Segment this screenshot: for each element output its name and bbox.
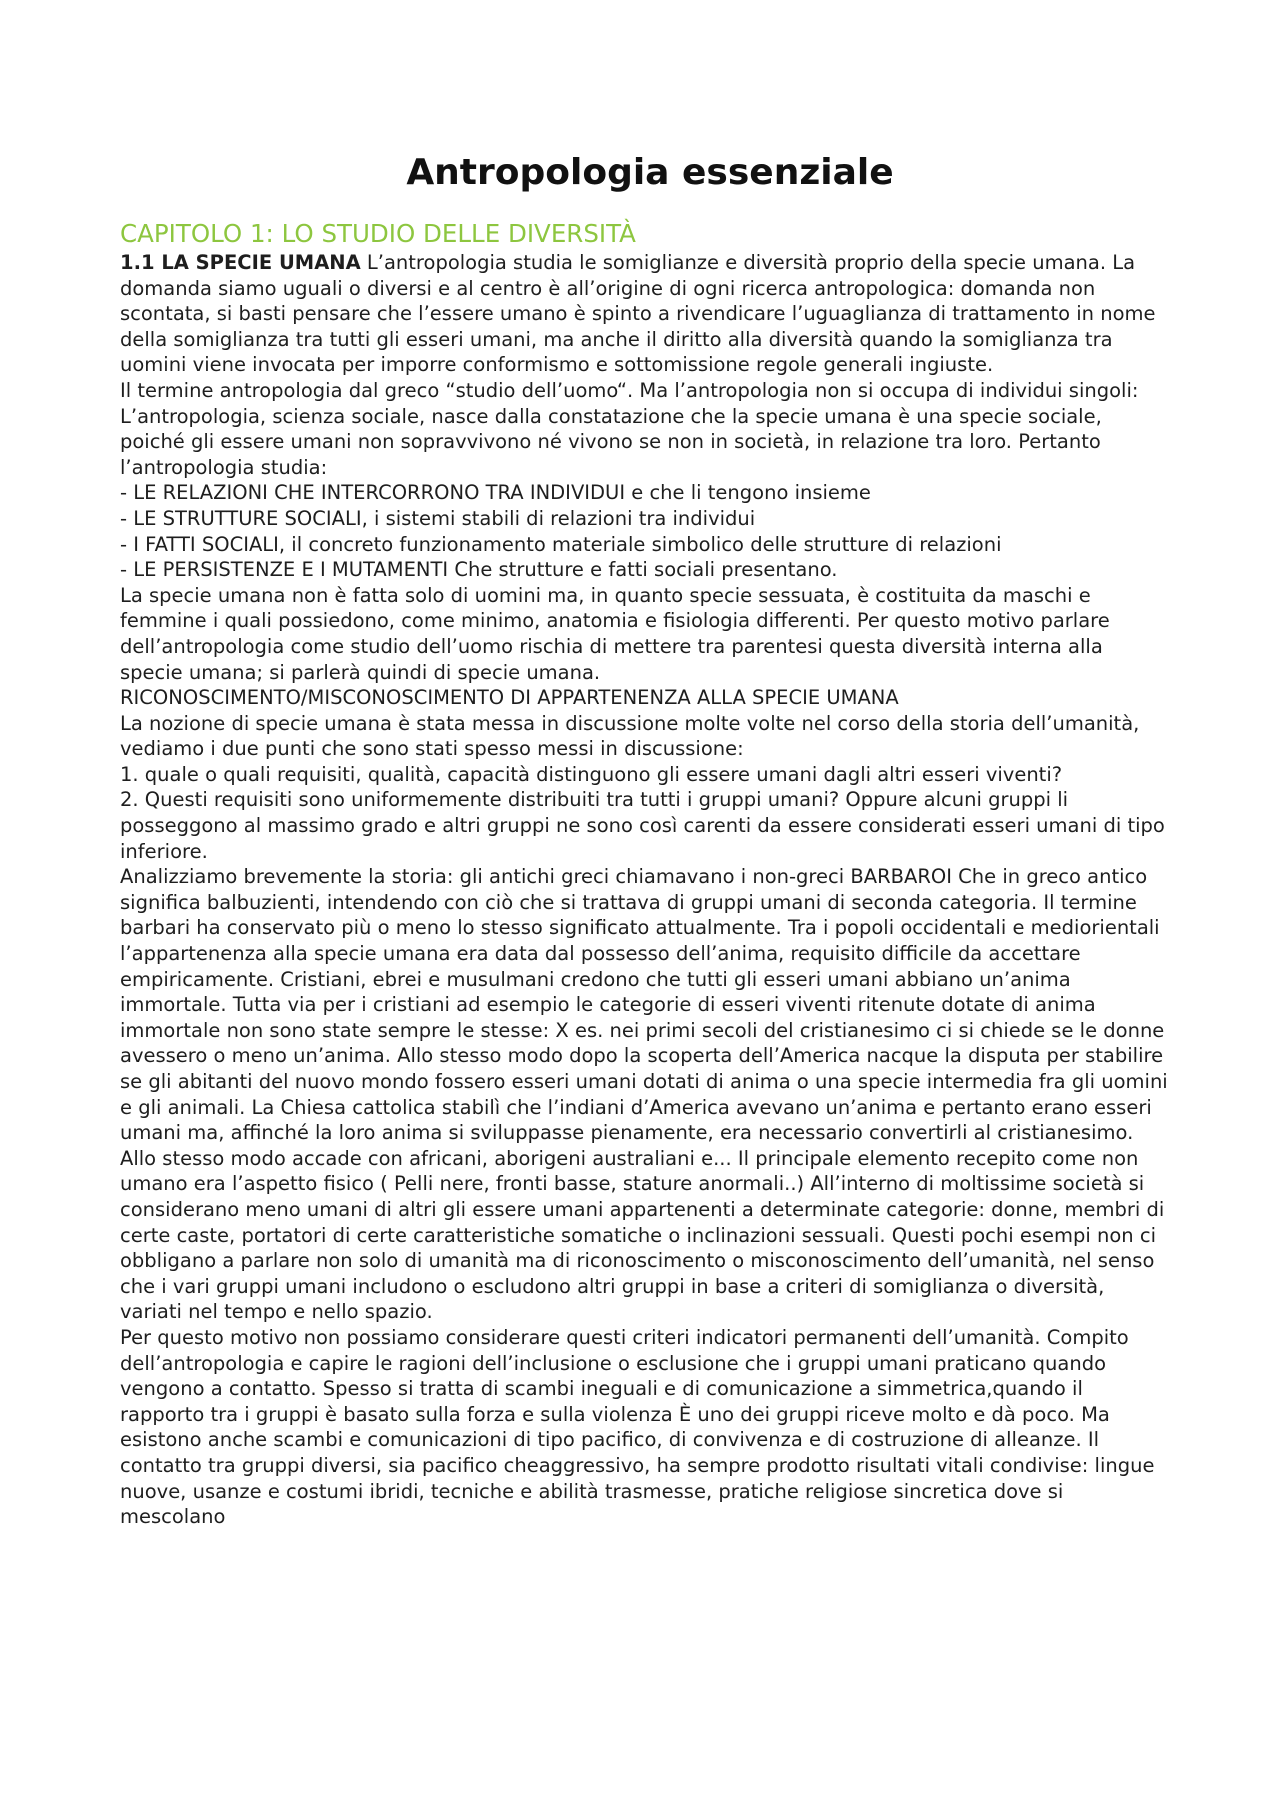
- paragraph: Analizziamo brevemente la storia: gli antichi greci chiamavano i non-greci BARBAROI Che in greco antico significa balbuzienti, intendendo con ciò che si trattava di gruppi umani di seconda categoria. Il termine barbari ha conservato più o meno lo stesso significato attualmente. Tra i popoli occidentali e mediorientali l’appartenenza alla specie umana era data dal possesso dell’anima, requisito difficile da accettare empiricamente. Cristiani, ebrei e musulmani credono che tutti gli esseri umani abbiano un’anima immortale. Tutta via per i cristiani ad esempio le categorie di esseri viventi ritenute dotate di anima immortale non sono state sempre le stesse: X es. nei primi secoli del cristianesimo ci si chiede se le donne avessero o meno un’anima. Allo stesso modo dopo la scoperta dell’America nacque la disputa per stabilire se gli abitanti del nuovo mondo fossero esseri umani dotati di anima o una specie intermedia fra gli uomini e gli animali. La Chiesa cattolica stabilì che l’indiani d’America avevano un’anima e pertanto erano esseri umani ma, affinché la loro anima si sviluppasse pienamente, era necessario convertirli al cristianesimo. Allo stesso modo accade con africani, aborigeni australiani e... Il principale elemento recepito come non umano era l’aspetto fisico ( Pelli nere, fronti basse, stature anormali..) All’interno di moltissime società si considerano meno umani di altri gli essere umani appartenenti a determinate categorie: donne, membri di certe caste, portatori di certe caratteristiche somatiche o inclinazioni sessuali. Questi pochi esempi non ci obbligano a parlare non solo di umanità ma di riconoscimento o misconoscimento dell’umanità, nel senso che i vari gruppi umani includono o escludono altri gruppi in base a criteri di somiglianza o diversità, variati nel tempo e nello spazio.: [120, 865, 1168, 1324]
- paragraph: Per questo motivo non possiamo considerare questi criteri indicatori permanenti dell’umanità. Compito dell’antropologia e capire le ragioni dell’inclusione o esclusione che i gruppi umani praticano quando vengono a contatto. Spesso si tratta di scambi ineguali e di comunicazione a simmetrica,quando il rapporto tra i gruppi è basato sulla forza e sulla violenza È uno dei gruppi riceve molto e dà poco. Ma esistono anche scambi e comunicazioni di tipo pacifico, di convivenza e di costruzione di alleanze. Il contatto tra gruppi diversi, sia pacifico cheaggressivo, ha sempre prodotto risultati vitali condivise: lingue nuove, usanze e costumi ibridi, tecniche e abilità trasmesse, pratiche religiose sincretica dove si mescolano: [120, 1325, 1155, 1529]
- chapter-heading: CAPITOLO 1: LO STUDIO DELLE DIVERSITÀ: [120, 219, 636, 248]
- document-title: Antropologia essenziale: [406, 152, 894, 193]
- list-item: - LE PERSISTENZE E I MUTAMENTI Che strutture e fatti sociali presentano.: [120, 558, 838, 582]
- numbered-item: 2. Questi requisiti sono uniformemente distribuiti tra tutti i gruppi umani? Oppure alcuni gruppi li posseggono al massimo grado e altri gruppi ne sono così carenti da essere considerati esseri umani di tipo inferiore.: [120, 788, 1165, 863]
- numbered-item: 1. quale o quali requisiti, qualità, capacità distinguono gli essere umani dagli altri esseri viventi?: [120, 762, 1063, 786]
- document-body: [120, 148, 1170, 1530]
- paragraph: La specie umana non è fatta solo di uomini ma, in quanto specie sessuata, è costituita da maschi e femmine i quali possiedono, come minimo, anatomia e fisiologia differenti. Per questo motivo parlare dell’antropologia come studio dell’uomo rischia di mettere tra parentesi questa diversità interna alla specie umana; si parlerà quindi di specie umana.: [120, 583, 1110, 684]
- list-item: - LE RELAZIONI CHE INTERCORRONO TRA INDIVIDUI e che li tengono insieme: [120, 481, 871, 505]
- list-item: - I FATTI SOCIALI, il concreto funzionamento materiale simbolico delle strutture di relazioni: [120, 532, 1002, 556]
- paragraph-intro-text: L’antropologia studia le somiglianze e diversità proprio della specie umana. La domanda siamo uguali o diversi e al centro è all’origine di ogni ricerca antropologica: domanda non scontata, si basti pensare che l’essere umano è spinto a rivendicare l’uguaglianza di trattamento in nome della somiglianza tra tutti gli esseri umani, ma anche il diritto alla diversità quando la somiglianza tra uomini viene invocata per imporre conformismo e sottomissione regole generali ingiuste.: [120, 251, 1156, 377]
- section-heading: 1.1 LA SPECIE UMANA: [120, 251, 361, 274]
- paragraph: Il termine antropologia dal greco “studio dell’uomo“. Ma l’antropologia non si occupa di individui singoli: L’antropologia, scienza sociale, nasce dalla constatazione che la specie umana è una specie sociale, poiché gli essere umani non sopravvivono né vivono se non in società, in relazione tra loro. Pertanto l’antropologia studia:: [120, 378, 1139, 479]
- paragraph-intro: [120, 250, 1170, 378]
- subheading: RICONOSCIMENTO/MISCONOSCIMENTO DI APPARTENENZA ALLA SPECIE UMANA: [120, 686, 899, 710]
- list-item: - LE STRUTTURE SOCIALI, i sistemi stabili di relazioni tra individui: [120, 506, 756, 530]
- paragraph: La nozione di specie umana è stata messa in discussione molte volte nel corso della storia dell’umanità, vediamo i due punti che sono stati spesso messi in discussione:: [120, 711, 1140, 761]
